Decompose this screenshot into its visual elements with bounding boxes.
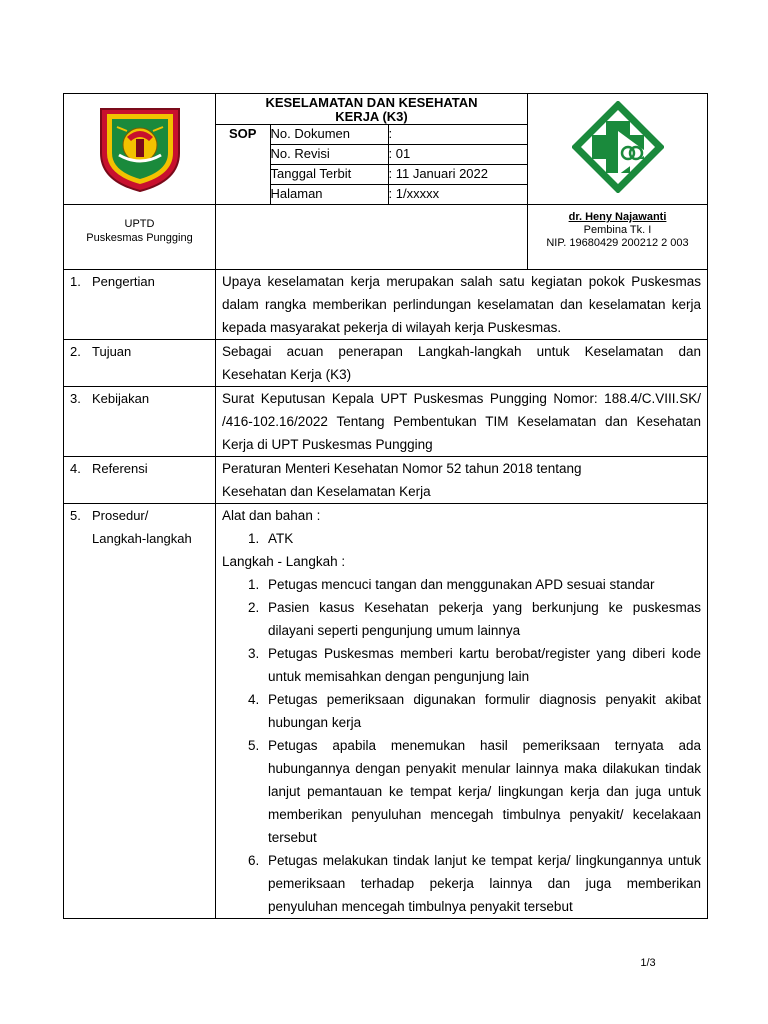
meta-value-tanggal: : 11 Januari 2022 bbox=[388, 165, 527, 185]
regency-logo-cell bbox=[64, 94, 216, 205]
page-number: 1/3 bbox=[640, 957, 656, 969]
section-title-cont: Langkah-langkah bbox=[92, 531, 192, 546]
steps-list bbox=[222, 573, 701, 918]
section-title: Kebijakan bbox=[92, 391, 150, 406]
signer-name: dr. Heny Najawanti bbox=[568, 211, 667, 223]
meta-value-norevisi: : 01 bbox=[388, 145, 527, 165]
section-text-prosedur bbox=[216, 504, 708, 919]
section-label-referensi bbox=[64, 457, 216, 504]
list-item-number: 6. bbox=[248, 853, 260, 868]
section-title: Tujuan bbox=[92, 344, 132, 359]
list-item-text: Pasien kasus Kesehatan pekerja yang berkunjung ke puskesmas dilayani seperti pengunjung umum lainnya bbox=[268, 600, 701, 638]
sop-table bbox=[63, 93, 728, 919]
list-item-text: Petugas mencuci tangan dan menggunakan APD sesuai standar bbox=[268, 577, 655, 592]
tools-list bbox=[222, 527, 701, 550]
list-item-text: Petugas melakukan tindak lanjut ke tempat kerja/ lingkungannya untuk pemeriksaan terhadap pekerja lainnya dan juga memberikan penyuluhan mencegah timbulnya penyakit tersebut bbox=[268, 853, 701, 914]
puskesmas-logo-cell bbox=[528, 94, 708, 205]
list-item bbox=[222, 849, 701, 918]
meta-label-nodokumen: No. Dokumen bbox=[270, 125, 388, 145]
section-label-prosedur bbox=[64, 504, 216, 919]
section-number: 3. bbox=[70, 391, 81, 406]
list-item-number: 3. bbox=[248, 646, 260, 661]
list-item-text: Petugas pemeriksaan digunakan formulir diagnosis penyakit akibat hubungan kerja bbox=[268, 692, 701, 730]
meta-label-halaman: Halaman bbox=[270, 185, 388, 205]
section-text-referensi bbox=[216, 457, 708, 504]
document-meta-table bbox=[216, 124, 527, 204]
document-title bbox=[216, 94, 527, 124]
org-name bbox=[64, 205, 216, 270]
list-item bbox=[222, 573, 701, 596]
sop-label: SOP bbox=[216, 125, 270, 205]
list-item bbox=[222, 642, 701, 688]
list-item-number: 4. bbox=[248, 692, 260, 707]
meta-label-tanggal: Tanggal Terbit bbox=[270, 165, 388, 185]
section-text-pengertian: Upaya keselamatan kerja merupakan salah satu kegiatan pokok Puskesmas dalam rangka memberikan perlindungan keselamatan dan keselamatan kerja kepada masyarakat pekerja di wilayah kerja Puskesmas. bbox=[216, 270, 708, 340]
section-title: Pengertian bbox=[92, 274, 155, 289]
title-meta-cell bbox=[216, 94, 528, 205]
section-number: 5. bbox=[70, 508, 81, 523]
org-line-1: UPTD bbox=[124, 218, 155, 230]
title-line-2: KERJA (K3) bbox=[335, 109, 408, 124]
steps-heading: Langkah - Langkah : bbox=[222, 554, 346, 569]
referensi-line-2: Kesehatan dan Keselamatan Kerja bbox=[222, 484, 431, 499]
meta-label-norevisi: No. Revisi bbox=[270, 145, 388, 165]
section-number: 2. bbox=[70, 344, 81, 359]
meta-value-nodokumen: : bbox=[388, 125, 527, 145]
signer-nip: NIP. 19680429 200212 2 003 bbox=[546, 237, 689, 249]
signer-rank: Pembina Tk. I bbox=[583, 224, 652, 236]
section-label-tujuan bbox=[64, 340, 216, 387]
list-item bbox=[222, 734, 701, 849]
tools-heading: Alat dan bahan : bbox=[222, 508, 321, 523]
list-item-text: Petugas apabila menemukan hasil pemeriksaan ternyata ada hubungannya dengan penyakit menular lainnya maka dilakukan tindak lanjut pemantauan ke tempat kerja/ lingkungan kerja dan juga untuk memberikan penyuluhan mencegah timbulnya penyakit/ kecelakaan tersebut bbox=[268, 738, 701, 845]
section-text-tujuan: Sebagai acuan penerapan Langkah-langkah untuk Keselamatan dan Kesehatan Kerja (K3) bbox=[216, 340, 708, 387]
section-text-kebijakan: Surat Keputusan Kepala UPT Puskesmas Pungging Nomor: 188.4/C.VIII.SK/ /416-102.16/2022 Tentang Pembentukan TIM Keselamatan dan Kesehatan Kerja di UPT Puskesmas Pungging bbox=[216, 387, 708, 457]
list-item-number: 5. bbox=[248, 738, 260, 753]
section-number: 4. bbox=[70, 461, 81, 476]
meta-value-halaman: : 1/xxxxx bbox=[388, 185, 527, 205]
section-number: 1. bbox=[70, 274, 81, 289]
list-item bbox=[222, 688, 701, 734]
section-title: Referensi bbox=[92, 461, 148, 476]
signature-block bbox=[528, 205, 708, 270]
list-item-text: Petugas Puskesmas memberi kartu berobat/register yang diberi kode untuk memisahkan dengan pengunjung lain bbox=[268, 646, 701, 684]
list-item-number: 1. bbox=[248, 577, 260, 592]
list-item bbox=[222, 596, 701, 642]
list-item-number: 2. bbox=[248, 600, 260, 615]
org-line-2: Puskesmas Pungging bbox=[86, 232, 193, 244]
list-item-text: ATK bbox=[268, 531, 294, 546]
regency-emblem-logo bbox=[97, 101, 183, 193]
section-label-kebijakan bbox=[64, 387, 216, 457]
blank-cell bbox=[216, 205, 528, 270]
list-item-number: 1. bbox=[248, 531, 260, 546]
section-title: Prosedur/ bbox=[92, 508, 149, 523]
list-item bbox=[222, 527, 701, 550]
section-label-pengertian bbox=[64, 270, 216, 340]
puskesmas-logo bbox=[572, 101, 664, 193]
title-line-1: KESELAMATAN DAN KESEHATAN bbox=[265, 95, 478, 110]
referensi-line-1: Peraturan Menteri Kesehatan Nomor 52 tahun 2018 tentang bbox=[222, 461, 582, 476]
